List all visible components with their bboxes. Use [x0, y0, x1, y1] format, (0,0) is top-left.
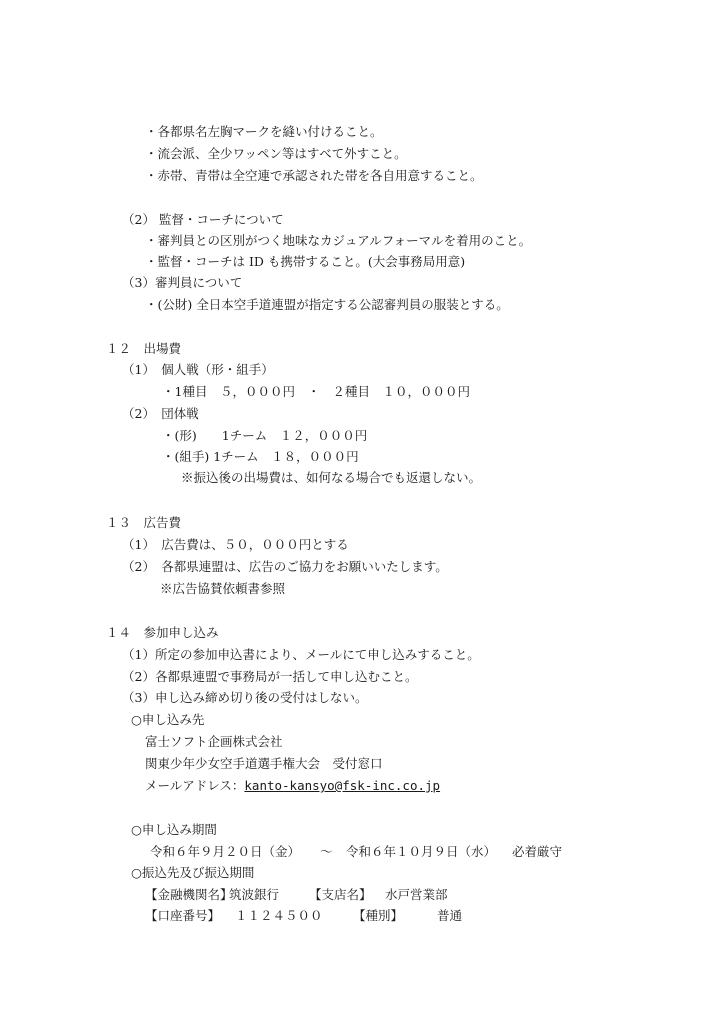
individual-fee: ・1種目 ５，０００円 ・ ２種目 １０，０００円	[162, 384, 470, 399]
company-name: 富士ソフト企画株式会社	[145, 734, 283, 749]
coach-rule-2: ・監督・コーチは ID も携帯すること。(大会事務局用意)	[145, 254, 466, 269]
coach-rule-1: ・審判員との区別がつく地味なカジュアルフォーマルを着用のこと。	[145, 233, 532, 248]
period-deadline-note: 必着厳守	[512, 844, 563, 859]
application-rule-1: （1）所定の参加申込書により、メールにて申し込みすること。	[122, 647, 480, 662]
period-start: 令和６年９月２０日（金）	[150, 844, 301, 859]
application-rule-2: （2）各都県連盟で事務局が一括して申し込むこと。	[122, 669, 418, 684]
team-kumite-fee: ・(組手) 1チーム １８，０００円	[162, 449, 359, 464]
uniform-rule-3: ・赤帯、青帯は全空連で承認された帯を各自用意すること。	[145, 168, 483, 183]
ad-fee-line: （1） 広告費は、５０，０００円とする	[122, 537, 349, 552]
referee-rule-1: ・(公財) 全日本空手道連盟が指定する公認審判員の服装とする。	[145, 297, 509, 312]
bank-heading: ○振込先及び振込期間	[131, 865, 255, 880]
email-link[interactable]: kanto-kansyo@fsk-inc.co.jp	[244, 778, 441, 793]
email-line	[145, 778, 440, 794]
account-number-value: １１２４５００	[235, 908, 323, 923]
account-type-value: 普通	[437, 908, 463, 923]
period-heading: ○申し込み期間	[131, 822, 217, 837]
account-number-label: 【口座番号】	[145, 908, 221, 923]
team-kata-fee: ・(形) 1チーム １２，０００円	[162, 428, 368, 443]
section-14-title: １４ 参加申し込み	[106, 625, 219, 640]
uniform-rule-1: ・各都県名左胸マークを縫い付けること。	[145, 124, 383, 139]
office-name: 関東少年少女空手道選手権大会 受付窓口	[145, 756, 383, 771]
team-heading: （2） 団体戦	[122, 406, 199, 421]
application-rule-3: （3）申し込み締め切り後の受付はしない。	[122, 690, 368, 705]
bank-name-value: 筑波銀行	[229, 887, 280, 902]
branch-label: 【支店名】	[309, 887, 372, 902]
uniform-rule-2: ・流会派、全少ワッペン等はすべて外すこと。	[145, 146, 407, 161]
ad-reference-note: ※広告協賛依頼書参照	[160, 581, 286, 596]
bank-name-label: 【金融機関名】	[145, 887, 233, 902]
account-type-label: 【種別】	[353, 908, 404, 923]
email-label: メールアドレス：	[145, 778, 245, 793]
destination-heading: ○申し込み先	[131, 712, 205, 727]
individual-heading: （1） 個人戦（形・組手）	[122, 362, 274, 377]
branch-value: 水戸営業部	[385, 887, 448, 902]
fee-refund-note: ※振込後の出場費は、如何なる場合でも返還しない。	[181, 470, 482, 485]
referee-heading: （3）審判員について	[122, 275, 243, 290]
period-end: 令和６年１０月９日（水）	[346, 844, 497, 859]
period-separator: ～	[320, 844, 333, 859]
section-13-title: １３ 広告費	[106, 515, 182, 530]
coach-heading: （2） 監督・コーチについて	[122, 212, 284, 227]
section-12-title: １２ 出場費	[106, 341, 182, 356]
ad-request-line: （2） 各都県連盟は、広告のご協力をお願いいたします。	[122, 559, 448, 574]
